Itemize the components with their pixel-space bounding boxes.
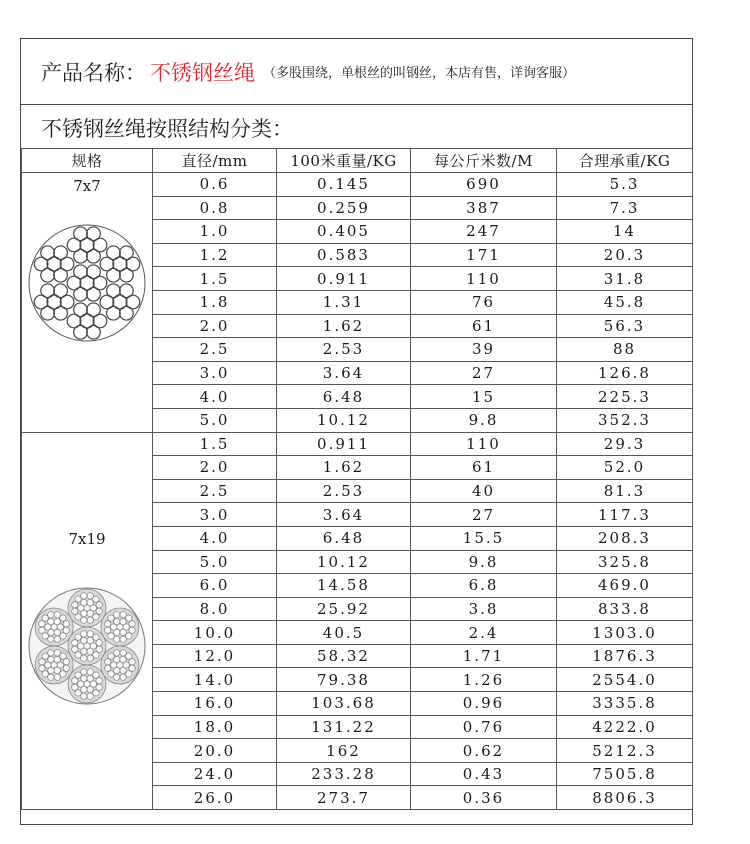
rope-7x19-cross-section-icon: [27, 586, 147, 706]
column-header-load: 合理承重/KG: [557, 149, 693, 173]
meters-per-kg-cell: 1.26: [411, 668, 557, 692]
load-cell: 20.3: [557, 243, 693, 267]
meters-per-kg-cell: 3.8: [411, 597, 557, 621]
meters-per-kg-cell: 387: [411, 196, 557, 220]
meters-per-kg-cell: 110: [411, 267, 557, 291]
table-row: [22, 173, 693, 197]
weight-cell: 6.48: [277, 385, 411, 409]
weight-cell: 6.48: [277, 526, 411, 550]
weight-cell: 1.62: [277, 456, 411, 480]
diameter-cell: 2.0: [153, 456, 277, 480]
meters-per-kg-cell: 27: [411, 503, 557, 527]
spec-name: 7x19: [68, 529, 106, 548]
rope-7x7-cross-section-icon: [27, 223, 147, 343]
weight-cell: 0.405: [277, 220, 411, 244]
load-cell: 208.3: [557, 526, 693, 550]
meters-per-kg-cell: 61: [411, 456, 557, 480]
spec-name: 7x7: [73, 177, 101, 195]
spec-cell-1: [22, 432, 153, 810]
load-cell: 8806.3: [557, 786, 693, 810]
product-name-value: 不锈钢丝绳: [150, 60, 255, 85]
table-row: [22, 432, 693, 456]
diameter-cell: 1.2: [153, 243, 277, 267]
meters-per-kg-cell: 9.8: [411, 550, 557, 574]
load-cell: 81.3: [557, 479, 693, 503]
meters-per-kg-cell: 1.71: [411, 644, 557, 668]
load-cell: 126.8: [557, 361, 693, 385]
diameter-cell: 1.5: [153, 267, 277, 291]
weight-cell: 0.259: [277, 196, 411, 220]
load-cell: 352.3: [557, 408, 693, 432]
meters-per-kg-cell: 27: [411, 361, 557, 385]
load-cell: 52.0: [557, 456, 693, 480]
diameter-cell: 6.0: [153, 574, 277, 598]
weight-cell: 0.145: [277, 173, 411, 197]
weight-cell: 0.911: [277, 267, 411, 291]
load-cell: 833.8: [557, 597, 693, 621]
meters-per-kg-cell: 39: [411, 338, 557, 362]
meters-per-kg-cell: 0.62: [411, 739, 557, 763]
weight-cell: 103.68: [277, 692, 411, 716]
spec-cell-0: [22, 173, 153, 433]
diameter-cell: 5.0: [153, 550, 277, 574]
diameter-cell: 12.0: [153, 644, 277, 668]
weight-cell: 25.92: [277, 597, 411, 621]
load-cell: 325.8: [557, 550, 693, 574]
meters-per-kg-cell: 690: [411, 173, 557, 197]
meters-per-kg-cell: 110: [411, 432, 557, 456]
diameter-cell: 1.5: [153, 432, 277, 456]
product-name-label: 产品名称：: [41, 60, 146, 85]
weight-cell: 3.64: [277, 503, 411, 527]
column-header-weight: 100米重量/KG: [277, 149, 411, 173]
diameter-cell: 10.0: [153, 621, 277, 645]
column-header-meters-per-kg: 每公斤米数/M: [411, 149, 557, 173]
weight-cell: 79.38: [277, 668, 411, 692]
weight-cell: 1.62: [277, 314, 411, 338]
weight-cell: 0.911: [277, 432, 411, 456]
diameter-cell: 0.6: [153, 173, 277, 197]
diameter-cell: 2.5: [153, 479, 277, 503]
weight-cell: 2.53: [277, 338, 411, 362]
diameter-cell: 2.0: [153, 314, 277, 338]
column-header-diameter: 直径/mm: [153, 149, 277, 173]
load-cell: 45.8: [557, 290, 693, 314]
product-title-row: [21, 39, 692, 105]
diameter-cell: 3.0: [153, 361, 277, 385]
diameter-cell: 1.0: [153, 220, 277, 244]
diameter-cell: 16.0: [153, 692, 277, 716]
meters-per-kg-cell: 0.36: [411, 786, 557, 810]
weight-cell: 1.31: [277, 290, 411, 314]
load-cell: 1303.0: [557, 621, 693, 645]
diameter-cell: 4.0: [153, 385, 277, 409]
weight-cell: 10.12: [277, 550, 411, 574]
load-cell: 4222.0: [557, 715, 693, 739]
spec-table: [21, 148, 693, 810]
meters-per-kg-cell: 171: [411, 243, 557, 267]
diameter-cell: 5.0: [153, 408, 277, 432]
load-cell: 5.3: [557, 173, 693, 197]
load-cell: 14: [557, 220, 693, 244]
diameter-cell: 2.5: [153, 338, 277, 362]
weight-cell: 14.58: [277, 574, 411, 598]
diameter-cell: 18.0: [153, 715, 277, 739]
meters-per-kg-cell: 0.76: [411, 715, 557, 739]
table-header-row: [22, 149, 693, 173]
meters-per-kg-cell: 247: [411, 220, 557, 244]
column-header-spec: 规格: [22, 149, 153, 173]
weight-cell: 58.32: [277, 644, 411, 668]
load-cell: 7505.8: [557, 762, 693, 786]
load-cell: 7.3: [557, 196, 693, 220]
meters-per-kg-cell: 40: [411, 479, 557, 503]
meters-per-kg-cell: 15.5: [411, 526, 557, 550]
meters-per-kg-cell: 2.4: [411, 621, 557, 645]
classification-heading: 不锈钢丝绳按照结构分类：: [41, 117, 293, 141]
weight-cell: 273.7: [277, 786, 411, 810]
product-note: （多股围绕，单根丝的叫钢丝，本店有售，详询客服）: [263, 66, 576, 81]
load-cell: 29.3: [557, 432, 693, 456]
load-cell: 5212.3: [557, 739, 693, 763]
weight-cell: 162: [277, 739, 411, 763]
spec-sheet-frame: [20, 38, 693, 825]
load-cell: 2554.0: [557, 668, 693, 692]
weight-cell: 131.22: [277, 715, 411, 739]
diameter-cell: 20.0: [153, 739, 277, 763]
meters-per-kg-cell: 76: [411, 290, 557, 314]
diameter-cell: 0.8: [153, 196, 277, 220]
load-cell: 56.3: [557, 314, 693, 338]
diameter-cell: 14.0: [153, 668, 277, 692]
diameter-cell: 4.0: [153, 526, 277, 550]
weight-cell: 3.64: [277, 361, 411, 385]
meters-per-kg-cell: 9.8: [411, 408, 557, 432]
meters-per-kg-cell: 0.96: [411, 692, 557, 716]
load-cell: 3335.8: [557, 692, 693, 716]
weight-cell: 10.12: [277, 408, 411, 432]
load-cell: 117.3: [557, 503, 693, 527]
meters-per-kg-cell: 15: [411, 385, 557, 409]
load-cell: 31.8: [557, 267, 693, 291]
weight-cell: 40.5: [277, 621, 411, 645]
diameter-cell: 3.0: [153, 503, 277, 527]
load-cell: 225.3: [557, 385, 693, 409]
weight-cell: 233.28: [277, 762, 411, 786]
diameter-cell: 26.0: [153, 786, 277, 810]
load-cell: 469.0: [557, 574, 693, 598]
diameter-cell: 1.8: [153, 290, 277, 314]
diameter-cell: 8.0: [153, 597, 277, 621]
weight-cell: 2.53: [277, 479, 411, 503]
load-cell: 88: [557, 338, 693, 362]
load-cell: 1876.3: [557, 644, 693, 668]
weight-cell: 0.583: [277, 243, 411, 267]
meters-per-kg-cell: 0.43: [411, 762, 557, 786]
meters-per-kg-cell: 61: [411, 314, 557, 338]
diameter-cell: 24.0: [153, 762, 277, 786]
meters-per-kg-cell: 6.8: [411, 574, 557, 598]
